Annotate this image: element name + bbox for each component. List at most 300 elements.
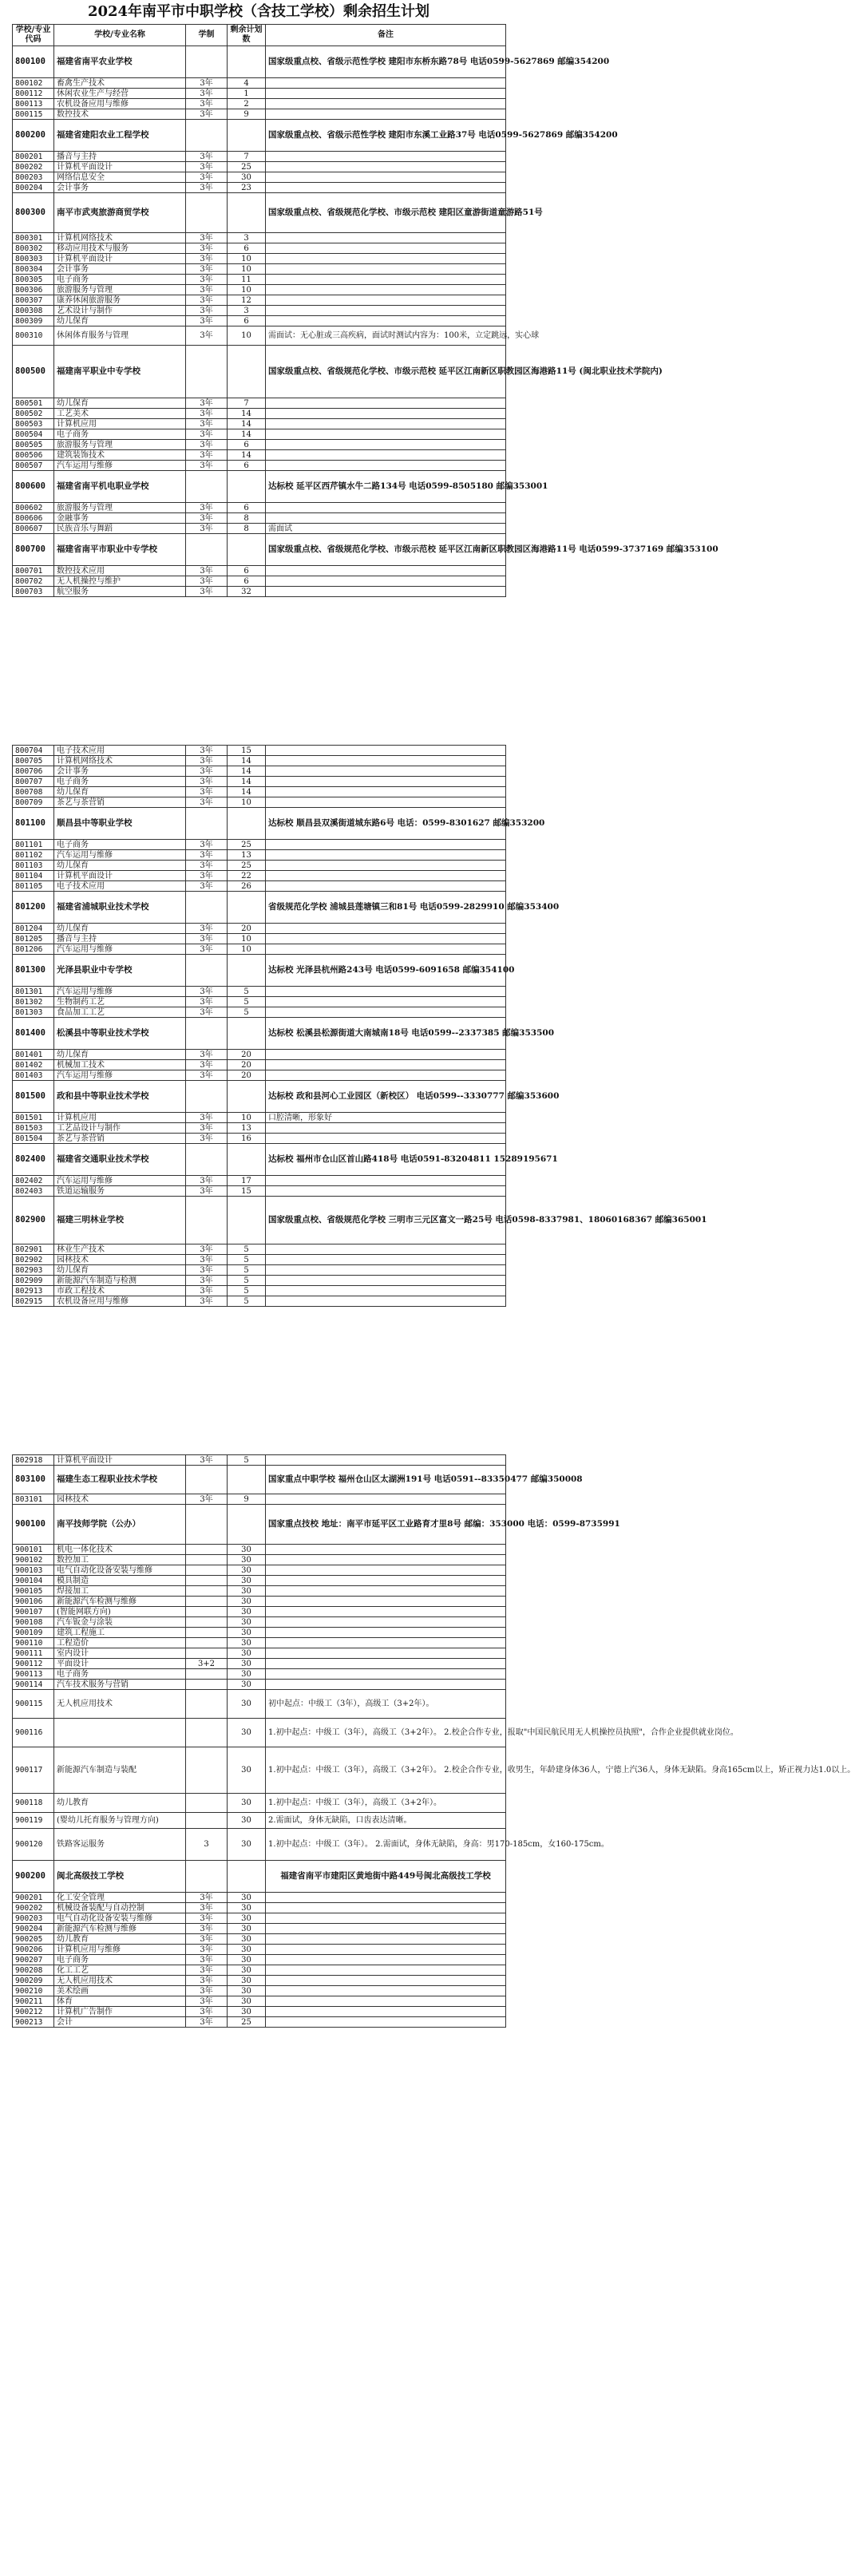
duration: 3年 [186, 1050, 228, 1060]
major-code: 800202 [13, 162, 54, 172]
major-code: 900203 [13, 1913, 54, 1924]
remarks [266, 1659, 506, 1669]
remarks: 2.需面试，身体无缺陷，口齿表达清晰。 [266, 1813, 506, 1829]
remaining-quota: 6 [228, 440, 266, 450]
remaining-quota [228, 955, 266, 987]
remaining-quota: 4 [228, 78, 266, 89]
major-name: 铁道运输服务 [54, 1186, 186, 1197]
duration: 3年 [186, 1265, 228, 1276]
duration: 3年 [186, 1965, 228, 1976]
duration: 3年 [186, 1007, 228, 1018]
school-code: 801100 [13, 808, 54, 840]
remarks [266, 1060, 506, 1070]
major-name: 电气自动化设备安装与维修 [54, 1913, 186, 1924]
remarks: 国家级重点校、省级规范化学校、市级示范校 延平区江南新区职教园区海港路11号 电话0599-3737169 邮编353100 [266, 534, 506, 566]
major-name: 康养休闲旅游服务 [54, 295, 186, 306]
remaining-quota: 14 [228, 787, 266, 797]
table-row [13, 1690, 506, 1719]
remarks [266, 1680, 506, 1690]
header-years: 学制 [186, 25, 228, 46]
remarks [266, 871, 506, 881]
enrollment-table [12, 745, 707, 1307]
school-row [13, 955, 506, 987]
table-row [13, 1255, 506, 1265]
remarks [266, 2017, 506, 2028]
table-row [13, 1050, 506, 1060]
table-row [13, 1176, 506, 1186]
school-code: 900100 [13, 1505, 54, 1545]
table-row [13, 275, 506, 285]
duration: 3年 [186, 797, 228, 808]
table-row [13, 419, 506, 429]
duration: 3年 [186, 513, 228, 524]
remaining-quota: 15 [228, 746, 266, 756]
major-code: 800704 [13, 746, 54, 756]
remaining-quota [228, 346, 266, 398]
duration: 3年 [186, 934, 228, 944]
remaining-quota: 30 [228, 1617, 266, 1628]
remaining-quota: 14 [228, 419, 266, 429]
major-code: 802403 [13, 1186, 54, 1197]
major-name: 电子商务 [54, 275, 186, 285]
table-row [13, 1719, 506, 1747]
header-code: 学校/专业代码 [13, 25, 54, 46]
remaining-quota: 5 [228, 1296, 266, 1307]
remaining-quota: 30 [228, 1747, 266, 1794]
remaining-quota: 30 [228, 1794, 266, 1813]
remaining-quota: 10 [228, 934, 266, 944]
table-row [13, 1648, 506, 1659]
duration: 3年 [186, 1494, 228, 1505]
major-name: 计算机网络技术 [54, 233, 186, 243]
major-name: 计算机平面设计 [54, 1455, 186, 1466]
major-code: 802901 [13, 1244, 54, 1255]
remaining-quota: 5 [228, 1244, 266, 1255]
major-code: 800707 [13, 777, 54, 787]
duration [186, 46, 228, 78]
table-row [13, 1976, 506, 1986]
major-code: 802902 [13, 1255, 54, 1265]
major-code: 800702 [13, 576, 54, 587]
table-row [13, 1494, 506, 1505]
table-row [13, 1296, 506, 1307]
remaining-quota: 6 [228, 566, 266, 576]
remaining-quota: 30 [228, 1934, 266, 1945]
major-code: 900205 [13, 1934, 54, 1945]
duration [186, 1565, 228, 1576]
duration: 3年 [186, 1186, 228, 1197]
remaining-quota: 8 [228, 513, 266, 524]
table-row [13, 1893, 506, 1903]
remaining-quota: 14 [228, 777, 266, 787]
duration: 3年 [186, 924, 228, 934]
school-code: 800100 [13, 46, 54, 78]
duration [186, 1505, 228, 1545]
remarks: 国家级重点校、省级示范性学校 建阳市东桥东路78号 电话0599-5627869 邮编354200 [266, 46, 506, 78]
major-name: 林业生产技术 [54, 1244, 186, 1255]
remarks [266, 1607, 506, 1617]
major-code: 900207 [13, 1955, 54, 1965]
remaining-quota: 5 [228, 1007, 266, 1018]
major-code: 900102 [13, 1555, 54, 1565]
major-code: 800705 [13, 756, 54, 766]
major-code: 900202 [13, 1903, 54, 1913]
remarks [266, 264, 506, 275]
major-code: 801302 [13, 997, 54, 1007]
remaining-quota [228, 1505, 266, 1545]
duration: 3年 [186, 746, 228, 756]
remaining-quota: 10 [228, 944, 266, 955]
table-row [13, 1576, 506, 1586]
table-row [13, 316, 506, 326]
duration: 3年 [186, 316, 228, 326]
major-code: 800307 [13, 295, 54, 306]
major-code: 800701 [13, 566, 54, 576]
duration: 3年 [186, 840, 228, 850]
remaining-quota: 14 [228, 450, 266, 461]
remaining-quota [228, 1144, 266, 1176]
major-name: 休闲体育服务与管理 [54, 326, 186, 346]
major-name: (婴幼儿托育服务与管理方向) [54, 1813, 186, 1829]
remarks [266, 1648, 506, 1659]
table-row [13, 513, 506, 524]
major-code: 900107 [13, 1607, 54, 1617]
remarks [266, 934, 506, 944]
remaining-quota: 30 [228, 1986, 266, 1996]
school-row [13, 1197, 506, 1244]
major-name: 计算机应用与维修 [54, 1945, 186, 1955]
remarks [266, 1244, 506, 1255]
table-row [13, 797, 506, 808]
duration: 3年 [186, 1924, 228, 1934]
duration: 3年 [186, 1286, 228, 1296]
school-row [13, 1018, 506, 1050]
major-name: 计算机平面设计 [54, 871, 186, 881]
table-row [13, 1638, 506, 1648]
remarks: 需面试：无心脏或三高疾病，面试时测试内容为：100米，立定跳远，实心球 [266, 326, 506, 346]
remaining-quota: 30 [228, 1555, 266, 1565]
remarks: 国家级重点校、省级示范性学校 建阳市东溪工业路37号 电话0599-5627869 邮编354200 [266, 120, 506, 152]
header-quota: 剩余计划数 [228, 25, 266, 46]
remarks: 达标校 延平区西芹镇水牛二路134号 电话0599-8505180 邮编353001 [266, 471, 506, 503]
major-name: 幼儿保育 [54, 398, 186, 409]
major-name: 汽车运用与维修 [54, 987, 186, 997]
table-row [13, 264, 506, 275]
major-name: 播音与主持 [54, 934, 186, 944]
major-code: 900106 [13, 1597, 54, 1607]
remaining-quota: 30 [228, 1719, 266, 1747]
duration: 3年 [186, 1070, 228, 1081]
duration: 3年 [186, 409, 228, 419]
major-code: 900209 [13, 1976, 54, 1986]
duration: 3年 [186, 243, 228, 254]
school-name: 福建省交通职业技术学校 [54, 1144, 186, 1176]
remarks [266, 172, 506, 183]
enrollment-table [12, 1454, 855, 2028]
remarks [266, 409, 506, 419]
table-row [13, 881, 506, 892]
table-row [13, 850, 506, 861]
duration: 3年 [186, 398, 228, 409]
remaining-quota: 30 [228, 1597, 266, 1607]
major-code: 801402 [13, 1060, 54, 1070]
major-code: 801503 [13, 1123, 54, 1134]
major-name: 农机设备应用与维修 [54, 99, 186, 109]
major-name: 化工工艺 [54, 1965, 186, 1976]
remaining-quota: 13 [228, 850, 266, 861]
major-name: 平面设计 [54, 1659, 186, 1669]
duration: 3年 [186, 1276, 228, 1286]
table-row [13, 1955, 506, 1965]
major-code: 801504 [13, 1134, 54, 1144]
duration: 3年 [186, 152, 228, 162]
school-name: 顺昌县中等职业学校 [54, 808, 186, 840]
table-row [13, 2007, 506, 2017]
major-code: 800304 [13, 264, 54, 275]
major-name: 旅游服务与管理 [54, 440, 186, 450]
remarks: 1.初中起点：中级工（3年）。 2.需面试，身体无缺陷，身高：男170-185cm，女160-175cm。 [266, 1829, 506, 1861]
major-code: 900210 [13, 1986, 54, 1996]
remaining-quota: 30 [228, 1829, 266, 1861]
remaining-quota [228, 120, 266, 152]
major-name: 汽车运用与维修 [54, 1176, 186, 1186]
remaining-quota: 30 [228, 1586, 266, 1597]
remarks [266, 746, 506, 756]
major-code: 800709 [13, 797, 54, 808]
remaining-quota: 30 [228, 1903, 266, 1913]
remaining-quota: 3 [228, 306, 266, 316]
school-code: 800500 [13, 346, 54, 398]
major-name: 模具制造 [54, 1576, 186, 1586]
remarks [266, 89, 506, 99]
remarks [266, 587, 506, 597]
table-row [13, 1555, 506, 1565]
school-code: 803100 [13, 1466, 54, 1494]
remaining-quota: 30 [228, 1680, 266, 1690]
major-name: 工艺美术 [54, 409, 186, 419]
school-row [13, 1081, 506, 1113]
remaining-quota: 30 [228, 1924, 266, 1934]
remarks [266, 398, 506, 409]
school-name: 光泽县职业中专学校 [54, 955, 186, 987]
remarks: 国家级重点校、省级规范化学校、市级示范校 建阳区童游街道童游路51号 [266, 193, 506, 233]
major-name: 休闲农业生产与经营 [54, 89, 186, 99]
major-name: 铁路客运服务 [54, 1829, 186, 1861]
duration: 3年 [186, 503, 228, 513]
table-row [13, 1669, 506, 1680]
remarks [266, 1996, 506, 2007]
remarks [266, 503, 506, 513]
major-name: 电子商务 [54, 1955, 186, 1965]
remaining-quota [228, 46, 266, 78]
table-row [13, 285, 506, 295]
remaining-quota: 25 [228, 162, 266, 172]
major-code: 900108 [13, 1617, 54, 1628]
table-row [13, 89, 506, 99]
remaining-quota: 30 [228, 172, 266, 183]
remarks [266, 1617, 506, 1628]
remaining-quota: 10 [228, 264, 266, 275]
duration [186, 1607, 228, 1617]
duration: 3年 [186, 295, 228, 306]
major-code: 800310 [13, 326, 54, 346]
major-code: 900208 [13, 1965, 54, 1976]
duration: 3年 [186, 109, 228, 120]
remarks [266, 78, 506, 89]
duration [186, 1719, 228, 1747]
remaining-quota: 30 [228, 1893, 266, 1903]
remaining-quota: 6 [228, 316, 266, 326]
remarks: 1.初中起点：中级工（3年），高级工（3+2年）。 2.校企合作专业，收男生，年龄建身体36人，宁德上汽36人，身体无缺陷。身高165cm以上，矫正视力达1.0以上。 [266, 1747, 506, 1794]
remaining-quota [228, 1861, 266, 1893]
table-row [13, 1924, 506, 1934]
remaining-quota: 23 [228, 183, 266, 193]
major-name: 新能源汽车制造与检测 [54, 1276, 186, 1286]
table-row [13, 871, 506, 881]
remaining-quota: 11 [228, 275, 266, 285]
plan-table-page-3 [12, 1454, 855, 2028]
remaining-quota [228, 193, 266, 233]
major-code: 802903 [13, 1265, 54, 1276]
table-row [13, 152, 506, 162]
major-code: 900119 [13, 1813, 54, 1829]
school-row [13, 892, 506, 924]
table-row [13, 109, 506, 120]
major-code: 803101 [13, 1494, 54, 1505]
major-name: 幼儿教育 [54, 1934, 186, 1945]
remaining-quota: 7 [228, 398, 266, 409]
remarks: 1.初中起点：中级工（3年），高级工（3+2年）。 2.校企合作专业，报取"中国民航民用无人机操控员执照"，合作企业提供就业岗位。 [266, 1719, 506, 1747]
major-code: 900104 [13, 1576, 54, 1586]
major-code: 900114 [13, 1680, 54, 1690]
major-code: 801301 [13, 987, 54, 997]
major-name: 旅游服务与管理 [54, 503, 186, 513]
remaining-quota: 30 [228, 1638, 266, 1648]
remarks [266, 1070, 506, 1081]
remarks [266, 450, 506, 461]
major-name: 会计事务 [54, 264, 186, 275]
major-name: 会计 [54, 2017, 186, 2028]
major-code: 900110 [13, 1638, 54, 1648]
remarks [266, 275, 506, 285]
major-code: 802913 [13, 1286, 54, 1296]
school-row [13, 534, 506, 566]
duration: 3年 [186, 881, 228, 892]
table-row [13, 326, 506, 346]
table-row [13, 1286, 506, 1296]
school-row [13, 346, 506, 398]
remaining-quota [228, 1081, 266, 1113]
major-name: 新能源汽车检测与维修 [54, 1597, 186, 1607]
duration: 3年 [186, 183, 228, 193]
major-name: 新能源汽车制造与装配 [54, 1747, 186, 1794]
major-name: 美术绘画 [54, 1986, 186, 1996]
table-row [13, 233, 506, 243]
table-row [13, 1659, 506, 1669]
major-name: 生物制药工艺 [54, 997, 186, 1007]
table-row [13, 924, 506, 934]
remarks [266, 2007, 506, 2017]
major-code: 900204 [13, 1924, 54, 1934]
school-row [13, 471, 506, 503]
remarks [266, 1986, 506, 1996]
table-row [13, 777, 506, 787]
duration: 3年 [186, 787, 228, 797]
school-name: 福建省南平农业学校 [54, 46, 186, 78]
major-code: 900101 [13, 1545, 54, 1555]
remarks [266, 1186, 506, 1197]
major-code: 900116 [13, 1719, 54, 1747]
remarks: 初中起点：中级工（3年），高级工（3+2年）。 [266, 1690, 506, 1719]
major-code: 900115 [13, 1690, 54, 1719]
remaining-quota: 9 [228, 109, 266, 120]
remarks [266, 1545, 506, 1555]
duration: 3年 [186, 1060, 228, 1070]
major-code: 800703 [13, 587, 54, 597]
major-name: 机械设备装配与自动控制 [54, 1903, 186, 1913]
school-name: 闽北高级技工学校 [54, 1861, 186, 1893]
major-code: 802402 [13, 1176, 54, 1186]
major-code: 800305 [13, 275, 54, 285]
remarks [266, 576, 506, 587]
document-body [0, 24, 855, 2028]
table-row [13, 78, 506, 89]
duration [186, 1813, 228, 1829]
remarks [266, 316, 506, 326]
duration: 3年 [186, 419, 228, 429]
duration [186, 1018, 228, 1050]
remaining-quota [228, 1197, 266, 1244]
school-row [13, 808, 506, 840]
duration [186, 1576, 228, 1586]
school-code: 800300 [13, 193, 54, 233]
major-name: 电子技术应用 [54, 881, 186, 892]
major-code: 900120 [13, 1829, 54, 1861]
duration: 3年 [186, 997, 228, 1007]
major-name: 旅游服务与管理 [54, 285, 186, 295]
major-code: 800204 [13, 183, 54, 193]
table-row [13, 1113, 506, 1123]
remarks [266, 1276, 506, 1286]
school-name: 福建南平职业中专学校 [54, 346, 186, 398]
duration: 3年 [186, 1986, 228, 1996]
major-code: 800502 [13, 409, 54, 419]
duration: 3年 [186, 1255, 228, 1265]
duration: 3年 [186, 1996, 228, 2007]
remarks [266, 99, 506, 109]
duration: 3年 [186, 587, 228, 597]
major-code: 900109 [13, 1628, 54, 1638]
remaining-quota: 20 [228, 1060, 266, 1070]
duration [186, 120, 228, 152]
major-name: 汽车运用与维修 [54, 461, 186, 471]
remaining-quota: 30 [228, 1628, 266, 1638]
major-name: 电子商务 [54, 429, 186, 440]
major-code: 801205 [13, 934, 54, 944]
major-name: 数控技术 [54, 109, 186, 120]
table-row [13, 1186, 506, 1197]
major-code: 801303 [13, 1007, 54, 1018]
remarks [266, 183, 506, 193]
remaining-quota: 6 [228, 503, 266, 513]
remarks [266, 1597, 506, 1607]
remaining-quota: 5 [228, 1255, 266, 1265]
duration: 3年 [186, 1113, 228, 1123]
table-row [13, 1913, 506, 1924]
major-name: 电子商务 [54, 777, 186, 787]
major-code: 800501 [13, 398, 54, 409]
school-code: 800200 [13, 120, 54, 152]
